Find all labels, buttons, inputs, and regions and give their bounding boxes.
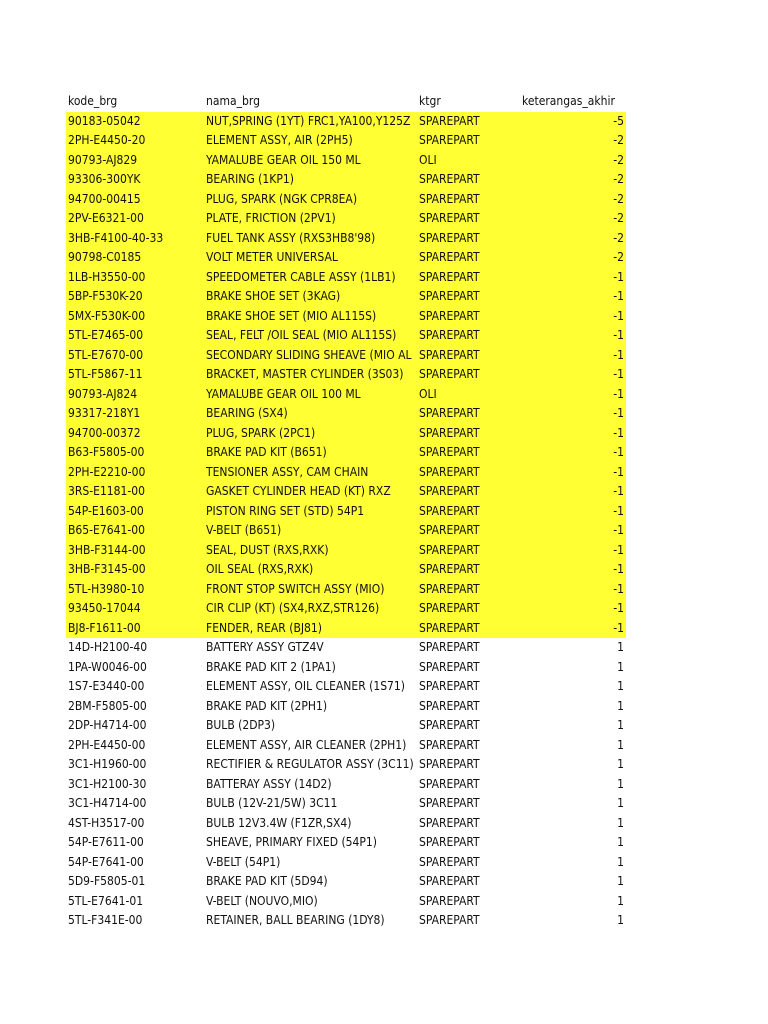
- cell-keterangan-akhir: -1: [613, 523, 624, 537]
- cell-nama-brg: BEARING (SX4): [206, 406, 288, 420]
- cell-ktgr: SPAREPART: [419, 640, 480, 654]
- cell-nama-brg: NUT,SPRING (1YT) FRC1,YA100,Y125Z: [206, 113, 411, 128]
- cell-keterangan-akhir: 1: [617, 718, 624, 732]
- table-row: [66, 209, 626, 229]
- cell-ktgr: OLI: [419, 386, 437, 401]
- table-row: [66, 599, 626, 619]
- cell-ktgr: SPAREPART: [419, 737, 480, 752]
- cell-kode-brg: 2BM-F5805-00: [68, 698, 147, 713]
- cell-kode-brg: 4ST-H3517-00: [68, 815, 145, 830]
- cell-ktgr: SPAREPART: [419, 698, 480, 713]
- cell-nama-brg: PLUG, SPARK (2PC1): [206, 425, 316, 440]
- table-row: [66, 287, 626, 307]
- table-row: [66, 463, 626, 483]
- cell-kode-brg: 5TL-E7670-00: [68, 347, 144, 362]
- cell-nama-brg: SEAL, DUST (RXS,RXK): [206, 542, 329, 557]
- cell-nama-brg: ELEMENT ASSY, AIR (2PH5): [206, 133, 353, 147]
- table-row: [66, 268, 626, 288]
- table-row: [66, 755, 626, 775]
- cell-nama-brg: RECTIFIER & REGULATOR ASSY (3C11): [206, 757, 414, 771]
- cell-nama-brg: V-BELT (NOUVO,MIO): [206, 893, 318, 908]
- cell-nama-brg: CIR CLIP (KT) (SX4,RXZ,STR126): [206, 601, 380, 615]
- cell-ktgr: SPAREPART: [419, 172, 480, 186]
- cell-ktgr: SPAREPART: [419, 484, 480, 498]
- cell-nama-brg: SPEEDOMETER CABLE ASSY (1LB1): [206, 269, 396, 284]
- cell-nama-brg: FRONT STOP SWITCH ASSY (MIO): [206, 581, 385, 596]
- cell-kode-brg: 93450-17044: [68, 601, 141, 615]
- cell-nama-brg: BULB 12V3.4W (F1ZR,SX4): [206, 815, 352, 830]
- table-row: [66, 326, 626, 346]
- cell-keterangan-akhir: 1: [617, 874, 624, 888]
- cell-kode-brg: 2PH-E4450-00: [68, 737, 146, 752]
- cell-ktgr: SPAREPART: [419, 308, 480, 323]
- cell-ktgr: SPAREPART: [419, 581, 480, 596]
- cell-nama-brg: FUEL TANK ASSY (RXS3HB8'98): [206, 230, 376, 245]
- cell-ktgr: SPAREPART: [419, 269, 480, 284]
- cell-nama-brg: BATTERY ASSY GTZ4V: [206, 640, 324, 654]
- cell-kode-brg: BJ8-F1611-00: [68, 620, 141, 635]
- cell-kode-brg: 5TL-E7465-00: [68, 328, 144, 342]
- cell-ktgr: SPAREPART: [419, 328, 480, 342]
- cell-ktgr: SPAREPART: [419, 542, 480, 557]
- cell-nama-brg: FENDER, REAR (BJ81): [206, 620, 322, 635]
- cell-keterangan-akhir: 1: [617, 659, 624, 674]
- cell-keterangan-akhir: -2: [613, 152, 624, 167]
- table-row: [66, 443, 626, 463]
- cell-keterangan-akhir: -1: [613, 620, 624, 635]
- table-row: [66, 131, 626, 151]
- table-row: [66, 248, 626, 268]
- table-row: [66, 229, 626, 249]
- table-row: [66, 424, 626, 444]
- cell-nama-brg: BRAKE PAD KIT (2PH1): [206, 698, 328, 713]
- header-row: [66, 92, 626, 112]
- cell-keterangan-akhir: -5: [613, 113, 624, 128]
- cell-nama-brg: SHEAVE, PRIMARY FIXED (54P1): [206, 835, 377, 849]
- table-row: [66, 346, 626, 366]
- data-table: [66, 92, 626, 931]
- table-row: [66, 619, 626, 639]
- table-row: [66, 580, 626, 600]
- cell-ktgr: SPAREPART: [419, 523, 480, 537]
- cell-kode-brg: 1S7-E3440-00: [68, 679, 145, 693]
- cell-ktgr: SPAREPART: [419, 776, 480, 791]
- cell-keterangan-akhir: -1: [613, 445, 624, 459]
- cell-kode-brg: 5TL-E7641-01: [68, 893, 144, 908]
- cell-ktgr: SPAREPART: [419, 601, 480, 615]
- cell-keterangan-akhir: -1: [613, 542, 624, 557]
- cell-keterangan-akhir: -1: [613, 503, 624, 518]
- cell-nama-brg: BULB (12V-21/5W) 3C11: [206, 796, 338, 810]
- cell-nama-brg: VOLT METER UNIVERSAL: [206, 250, 338, 264]
- cell-nama-brg: BRAKE PAD KIT (5D94): [206, 874, 328, 888]
- table-row: [66, 151, 626, 171]
- header-ktgr: ktgr: [419, 94, 441, 108]
- cell-ktgr: SPAREPART: [419, 191, 480, 206]
- cell-ktgr: SPAREPART: [419, 679, 480, 693]
- cell-ktgr: SPAREPART: [419, 347, 480, 362]
- cell-kode-brg: 2DP-H4714-00: [68, 718, 147, 732]
- cell-keterangan-akhir: -1: [613, 484, 624, 498]
- cell-nama-brg: V-BELT (B651): [206, 523, 282, 537]
- cell-keterangan-akhir: 1: [617, 757, 624, 771]
- table-row: [66, 716, 626, 736]
- cell-nama-brg: V-BELT (54P1): [206, 854, 281, 869]
- cell-kode-brg: 2PH-E2210-00: [68, 464, 146, 479]
- table-row: [66, 697, 626, 717]
- table-row: [66, 502, 626, 522]
- cell-kode-brg: 93317-218Y1: [68, 406, 141, 420]
- cell-keterangan-akhir: 1: [617, 679, 624, 693]
- cell-nama-brg: SEAL, FELT /OIL SEAL (MIO AL115S): [206, 328, 397, 342]
- cell-keterangan-akhir: -2: [613, 230, 624, 245]
- cell-keterangan-akhir: 1: [617, 776, 624, 791]
- cell-ktgr: SPAREPART: [419, 425, 480, 440]
- cell-keterangan-akhir: -1: [613, 562, 624, 576]
- cell-nama-brg: YAMALUBE GEAR OIL 150 ML: [206, 152, 361, 167]
- cell-keterangan-akhir: -1: [613, 581, 624, 596]
- cell-ktgr: SPAREPART: [419, 211, 480, 225]
- table-row: [66, 560, 626, 580]
- cell-nama-brg: OIL SEAL (RXS,RXK): [206, 562, 314, 576]
- cell-ktgr: SPAREPART: [419, 445, 480, 459]
- table-row: [66, 638, 626, 658]
- table-row: [66, 521, 626, 541]
- cell-nama-brg: TENSIONER ASSY, CAM CHAIN: [206, 464, 369, 479]
- table-row: [66, 190, 626, 210]
- cell-kode-brg: 54P-E7641-00: [68, 854, 144, 869]
- table-row: [66, 677, 626, 697]
- table-row: [66, 736, 626, 756]
- table-row: [66, 872, 626, 892]
- cell-nama-brg: YAMALUBE GEAR OIL 100 ML: [206, 386, 361, 401]
- table-row: [66, 112, 626, 132]
- cell-kode-brg: 3C1-H4714-00: [68, 796, 147, 810]
- cell-nama-brg: PISTON RING SET (STD) 54P1: [206, 503, 365, 518]
- cell-ktgr: SPAREPART: [419, 113, 480, 128]
- cell-kode-brg: 94700-00415: [68, 191, 141, 206]
- cell-kode-brg: 5TL-F5867-11: [68, 367, 143, 381]
- cell-keterangan-akhir: 1: [617, 796, 624, 810]
- cell-nama-brg: BRAKE SHOE SET (3KAG): [206, 289, 341, 303]
- cell-nama-brg: BRAKE PAD KIT (B651): [206, 445, 327, 459]
- cell-kode-brg: 5BP-F530K-20: [68, 289, 143, 303]
- cell-kode-brg: 1LB-H3550-00: [68, 269, 146, 284]
- cell-keterangan-akhir: 1: [617, 815, 624, 830]
- cell-kode-brg: 1PA-W0046-00: [68, 659, 147, 674]
- cell-kode-brg: 14D-H2100-40: [68, 640, 148, 654]
- cell-kode-brg: 90183-05042: [68, 113, 141, 128]
- cell-ktgr: SPAREPART: [419, 835, 480, 849]
- cell-nama-brg: SECONDARY SLIDING SHEAVE (MIO AL: [206, 347, 412, 362]
- cell-kode-brg: 90793-AJ829: [68, 152, 138, 167]
- cell-keterangan-akhir: -1: [613, 601, 624, 615]
- cell-kode-brg: 5MX-F530K-00: [68, 308, 146, 323]
- cell-kode-brg: B63-F5805-00: [68, 445, 145, 459]
- cell-ktgr: SPAREPART: [419, 250, 480, 264]
- cell-keterangan-akhir: -1: [613, 425, 624, 440]
- cell-keterangan-akhir: 1: [617, 854, 624, 869]
- cell-ktgr: SPAREPART: [419, 854, 480, 869]
- table-row: [66, 794, 626, 814]
- table-body: [66, 112, 626, 931]
- cell-keterangan-akhir: -2: [613, 250, 624, 264]
- cell-keterangan-akhir: 1: [617, 640, 624, 654]
- cell-nama-brg: BEARING (1KP1): [206, 172, 294, 186]
- cell-ktgr: SPAREPART: [419, 659, 480, 674]
- cell-kode-brg: 3HB-F3145-00: [68, 562, 146, 576]
- cell-ktgr: SPAREPART: [419, 913, 480, 927]
- table-row: [66, 892, 626, 912]
- cell-keterangan-akhir: -2: [613, 211, 624, 225]
- cell-kode-brg: 3C1-H2100-30: [68, 776, 147, 791]
- cell-kode-brg: 5TL-F341E-00: [68, 913, 143, 927]
- table-row: [66, 482, 626, 502]
- cell-nama-brg: ELEMENT ASSY, OIL CLEANER (1S71): [206, 679, 406, 693]
- cell-nama-brg: PLATE, FRICTION (2PV1): [206, 211, 336, 225]
- cell-keterangan-akhir: -1: [613, 347, 624, 362]
- cell-keterangan-akhir: -1: [613, 386, 624, 401]
- cell-nama-brg: BRAKE SHOE SET (MIO AL115S): [206, 308, 377, 323]
- cell-keterangan-akhir: -2: [613, 172, 624, 186]
- cell-kode-brg: 54P-E7611-00: [68, 835, 144, 849]
- cell-ktgr: SPAREPART: [419, 874, 480, 888]
- table-row: [66, 658, 626, 678]
- cell-keterangan-akhir: -1: [613, 406, 624, 420]
- header-keterangan-akhir: keterangas_akhir: [522, 94, 615, 108]
- cell-nama-brg: BRAKE PAD KIT 2 (1PA1): [206, 659, 336, 674]
- cell-kode-brg: B65-E7641-00: [68, 523, 145, 537]
- cell-keterangan-akhir: -2: [613, 191, 624, 206]
- cell-ktgr: SPAREPART: [419, 406, 480, 420]
- cell-keterangan-akhir: -1: [613, 328, 624, 342]
- cell-ktgr: SPAREPART: [419, 796, 480, 810]
- cell-keterangan-akhir: 1: [617, 913, 624, 927]
- table-row: [66, 911, 626, 931]
- cell-ktgr: SPAREPART: [419, 893, 480, 908]
- cell-kode-brg: 90793-AJ824: [68, 386, 138, 401]
- cell-kode-brg: 2PH-E4450-20: [68, 133, 146, 147]
- cell-nama-brg: BULB (2DP3): [206, 718, 276, 732]
- cell-kode-brg: 93306-300YK: [68, 172, 141, 186]
- cell-keterangan-akhir: 1: [617, 737, 624, 752]
- cell-ktgr: SPAREPART: [419, 757, 480, 771]
- cell-ktgr: SPAREPART: [419, 815, 480, 830]
- cell-kode-brg: 2PV-E6321-00: [68, 211, 144, 225]
- table-row: [66, 365, 626, 385]
- cell-ktgr: SPAREPART: [419, 718, 480, 732]
- cell-ktgr: SPAREPART: [419, 133, 480, 147]
- cell-keterangan-akhir: -2: [613, 133, 624, 147]
- table-row: [66, 814, 626, 834]
- table-row: [66, 853, 626, 873]
- table-row: [66, 541, 626, 561]
- cell-kode-brg: 94700-00372: [68, 425, 141, 440]
- table-row: [66, 170, 626, 190]
- cell-ktgr: SPAREPART: [419, 367, 480, 381]
- cell-ktgr: SPAREPART: [419, 620, 480, 635]
- cell-ktgr: SPAREPART: [419, 562, 480, 576]
- table-row: [66, 307, 626, 327]
- cell-keterangan-akhir: -1: [613, 308, 624, 323]
- cell-nama-brg: GASKET CYLINDER HEAD (KT) RXZ: [206, 484, 391, 498]
- cell-ktgr: SPAREPART: [419, 464, 480, 479]
- table-row: [66, 775, 626, 795]
- cell-nama-brg: PLUG, SPARK (NGK CPR8EA): [206, 191, 358, 206]
- cell-keterangan-akhir: -1: [613, 269, 624, 284]
- cell-keterangan-akhir: 1: [617, 698, 624, 713]
- cell-kode-brg: 90798-C0185: [68, 250, 142, 264]
- cell-kode-brg: 5D9-F5805-01: [68, 874, 146, 888]
- cell-ktgr: SPAREPART: [419, 230, 480, 245]
- cell-kode-brg: 3HB-F4100-40-33: [68, 230, 164, 245]
- table-row: [66, 404, 626, 424]
- cell-keterangan-akhir: 1: [617, 835, 624, 849]
- table-row: [66, 833, 626, 853]
- table-row: [66, 385, 626, 405]
- cell-kode-brg: 3HB-F3144-00: [68, 542, 146, 557]
- cell-keterangan-akhir: -1: [613, 367, 624, 381]
- cell-kode-brg: 3RS-E1181-00: [68, 484, 146, 498]
- cell-kode-brg: 5TL-H3980-10: [68, 581, 145, 596]
- cell-nama-brg: RETAINER, BALL BEARING (1DY8): [206, 913, 385, 927]
- header-nama-brg: nama_brg: [206, 94, 260, 108]
- cell-keterangan-akhir: -1: [613, 464, 624, 479]
- cell-ktgr: OLI: [419, 152, 437, 167]
- cell-nama-brg: BRACKET, MASTER CYLINDER (3S03): [206, 367, 404, 381]
- cell-nama-brg: BATTERAY ASSY (14D2): [206, 776, 332, 791]
- cell-kode-brg: 3C1-H1960-00: [68, 757, 147, 771]
- cell-ktgr: SPAREPART: [419, 503, 480, 518]
- cell-keterangan-akhir: -1: [613, 289, 624, 303]
- cell-kode-brg: 54P-E1603-00: [68, 503, 144, 518]
- cell-keterangan-akhir: 1: [617, 893, 624, 908]
- header-kode-brg: kode_brg: [68, 94, 118, 108]
- cell-ktgr: SPAREPART: [419, 289, 480, 303]
- cell-nama-brg: ELEMENT ASSY, AIR CLEANER (2PH1): [206, 737, 407, 752]
